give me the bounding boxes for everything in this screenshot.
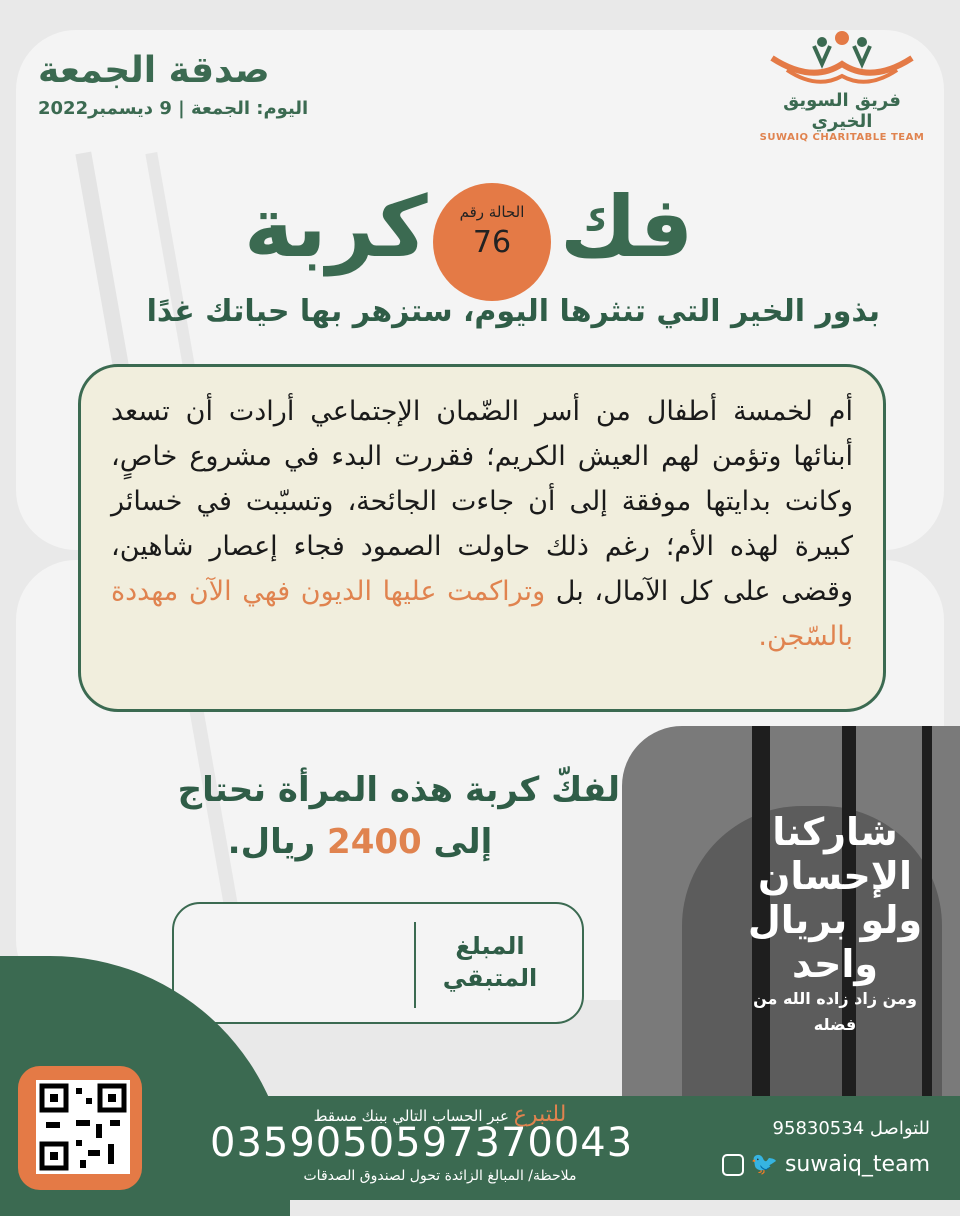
need-prefix: إلى [433, 822, 493, 862]
need-line: لفكّ كربة هذه المرأة نحتاج [177, 770, 620, 810]
divider [414, 922, 416, 1008]
story-highlight: وتراكمت عليها الديون فهي الآن مهددة بالسّجن. [111, 576, 853, 652]
contact-label: للتواصل [869, 1118, 930, 1139]
case-number-badge [433, 183, 551, 301]
social-handle-row[interactable] [690, 1152, 930, 1177]
case-number: 76 [472, 225, 512, 260]
need-amount-line [100, 822, 620, 862]
qr-pattern [36, 1080, 130, 1174]
story-text: أم لخمسة أطفال من أسر الضّمان الإجتماعي أرادت أن تسعد أبنائها وتؤمن لهم العيش الكريم؛ فقررت البدء في مشروع خاصٍ، وكانت بدايتها موفقة إلى أن جاءت الجائحة، وتسبّبت في خسائر كبيرة لهذه الأم؛ رغم ذلك حاولت الصمود فجاء إعصار شاهين، وقضى على كل الآمال، بل [111, 396, 853, 607]
logo-emblem-icon [752, 24, 932, 90]
date-label: اليوم: الجمعة | 9 ديسمبر2022 [38, 98, 309, 119]
headline-word-right: فك [560, 178, 694, 276]
contact-number: 95830534 [772, 1118, 865, 1139]
logo [752, 24, 932, 143]
share-submessage: ومن زاد زاده الله من فضله [753, 989, 917, 1034]
contact-info [690, 1118, 930, 1139]
case-label: الحالة رقم [459, 203, 525, 221]
need-amount: 2400 [327, 822, 422, 862]
donate-prefix: للتبرع [513, 1102, 567, 1127]
social-handle: suwaiq_team [784, 1152, 930, 1177]
footer-note: ملاحظة/ المبالغ الزائدة تحول لصندوق الصدقات [303, 1168, 577, 1184]
account-number: 0359050597370043 [210, 1120, 634, 1166]
remaining-amount-box [172, 902, 584, 1024]
logo-name-arabic: فريق السويق الخيري [783, 90, 901, 132]
logo-name-english: SUWAIQ CHARITABLE TEAM [759, 132, 925, 143]
remaining-amount-label: المبلغ المتبقي [442, 932, 538, 992]
donate-text: عبر الحساب التالي ببنك مسقط [313, 1107, 510, 1125]
instagram-icon [722, 1154, 744, 1176]
subtitle: بذور الخير التي تنثرها اليوم، ستزهر بها حياتك غدًا [146, 294, 880, 329]
qr-code-icon[interactable] [36, 1080, 130, 1174]
headline-word-left: كربة [244, 178, 428, 276]
need-suffix: ريال. [227, 822, 316, 862]
twitter-icon: 🐦 [750, 1152, 778, 1177]
page-title: صدقة الجمعة [38, 50, 270, 91]
story-box [78, 364, 886, 712]
share-message: شاركنا الإحسان ولو بريال واحد [747, 810, 923, 986]
